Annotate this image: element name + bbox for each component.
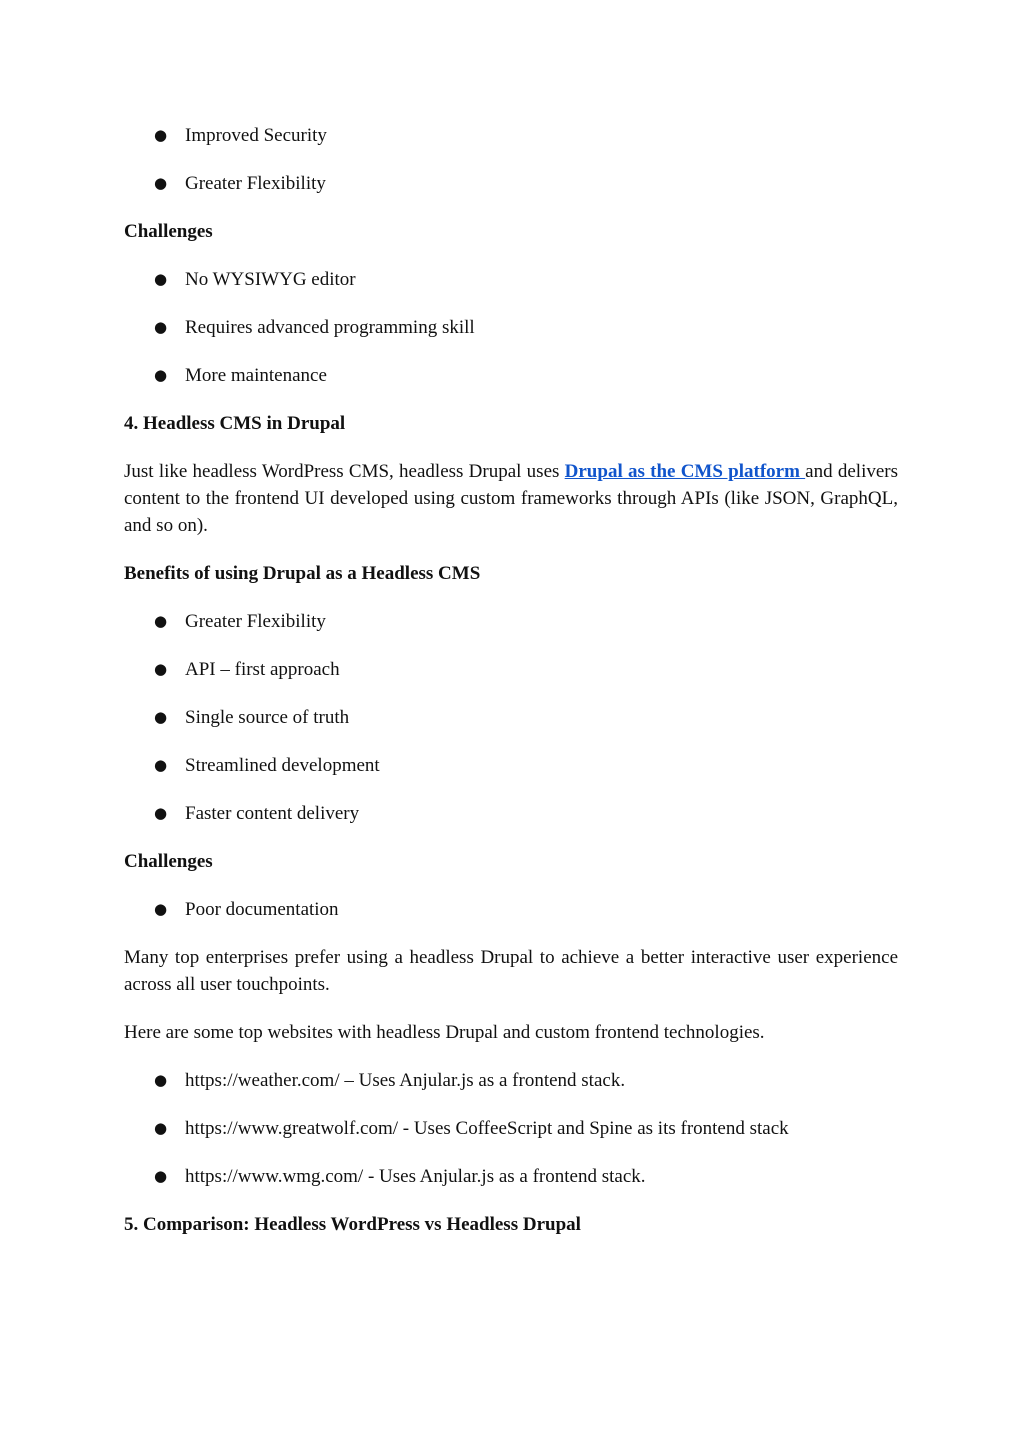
list-item	[124, 122, 898, 149]
bullet-icon: ●	[154, 708, 168, 726]
bullet-icon: ●	[154, 174, 168, 192]
list-item-text: More maintenance	[185, 365, 327, 386]
bullet-icon: ●	[154, 126, 168, 144]
bullet-icon: ●	[154, 318, 168, 336]
list-item	[124, 314, 898, 341]
bullet-icon: ●	[154, 900, 168, 918]
list-item	[124, 1115, 898, 1142]
bullet-list-benefits	[124, 608, 898, 827]
bullet-icon: ●	[154, 756, 168, 774]
list-item	[124, 704, 898, 731]
paragraph-text: and delivers content to the frontend UI developed using custom frameworks through APIs (like JSON, GraphQL, and so on).	[124, 461, 898, 536]
enterprises-paragraph: Many top enterprises prefer using a headless Drupal to achieve a better interactive user experience across all user touchpoints.	[124, 947, 898, 995]
bullet-icon: ●	[154, 804, 168, 822]
challenges-heading: Challenges	[124, 221, 213, 242]
drupal-cms-link[interactable]: Drupal as the CMS platform	[564, 461, 806, 482]
bullet-list-drupal-challenges	[124, 896, 898, 923]
list-item	[124, 170, 898, 197]
list-item-text: Improved Security	[185, 125, 327, 146]
list-item	[124, 896, 898, 923]
section-4-heading: 4. Headless CMS in Drupal	[124, 413, 346, 434]
benefits-heading: Benefits of using Drupal as a Headless CMS	[124, 563, 481, 584]
list-item-text: Greater Flexibility	[185, 173, 326, 194]
bullet-icon: ●	[154, 660, 168, 678]
list-item-text: https://www.wmg.com/ - Uses Anjular.js as a frontend stack.	[185, 1166, 646, 1187]
list-item-text: Greater Flexibility	[185, 611, 326, 632]
list-item	[124, 266, 898, 293]
bullet-list-challenges	[124, 266, 898, 389]
bullet-icon: ●	[154, 1167, 168, 1185]
bullet-icon: ●	[154, 270, 168, 288]
list-item-text: Single source of truth	[185, 707, 350, 728]
list-item	[124, 1067, 898, 1094]
list-item	[124, 608, 898, 635]
list-item-text: Poor documentation	[185, 899, 339, 920]
challenges-heading: Challenges	[124, 851, 213, 872]
list-item	[124, 752, 898, 779]
section-5-heading: 5. Comparison: Headless WordPress vs Headless Drupal	[124, 1214, 581, 1235]
bullet-icon: ●	[154, 366, 168, 384]
bullet-icon: ●	[154, 1071, 168, 1089]
bullet-icon: ●	[154, 612, 168, 630]
list-item	[124, 1163, 898, 1190]
bullet-icon: ●	[154, 1119, 168, 1137]
list-item-text: https://www.greatwolf.com/ - Uses CoffeeScript and Spine as its frontend stack	[185, 1118, 789, 1139]
intro-paragraph	[124, 458, 898, 539]
list-item-text: Faster content delivery	[185, 803, 360, 824]
bullet-list-intro	[124, 122, 898, 197]
list-item-text: API – first approach	[185, 659, 340, 680]
list-item-text: No WYSIWYG editor	[185, 269, 356, 290]
bullet-list-websites	[124, 1067, 898, 1190]
list-item-text: https://weather.com/ – Uses Anjular.js as a frontend stack.	[185, 1070, 626, 1091]
list-item-text: Streamlined development	[185, 755, 380, 776]
document-content	[124, 122, 898, 1259]
list-item	[124, 362, 898, 389]
list-item	[124, 800, 898, 827]
list-item	[124, 656, 898, 683]
list-item-text: Requires advanced programming skill	[185, 317, 475, 338]
paragraph-text: Just like headless WordPress CMS, headless Drupal uses	[124, 461, 565, 482]
websites-paragraph: Here are some top websites with headless Drupal and custom frontend technologies.	[124, 1022, 765, 1043]
